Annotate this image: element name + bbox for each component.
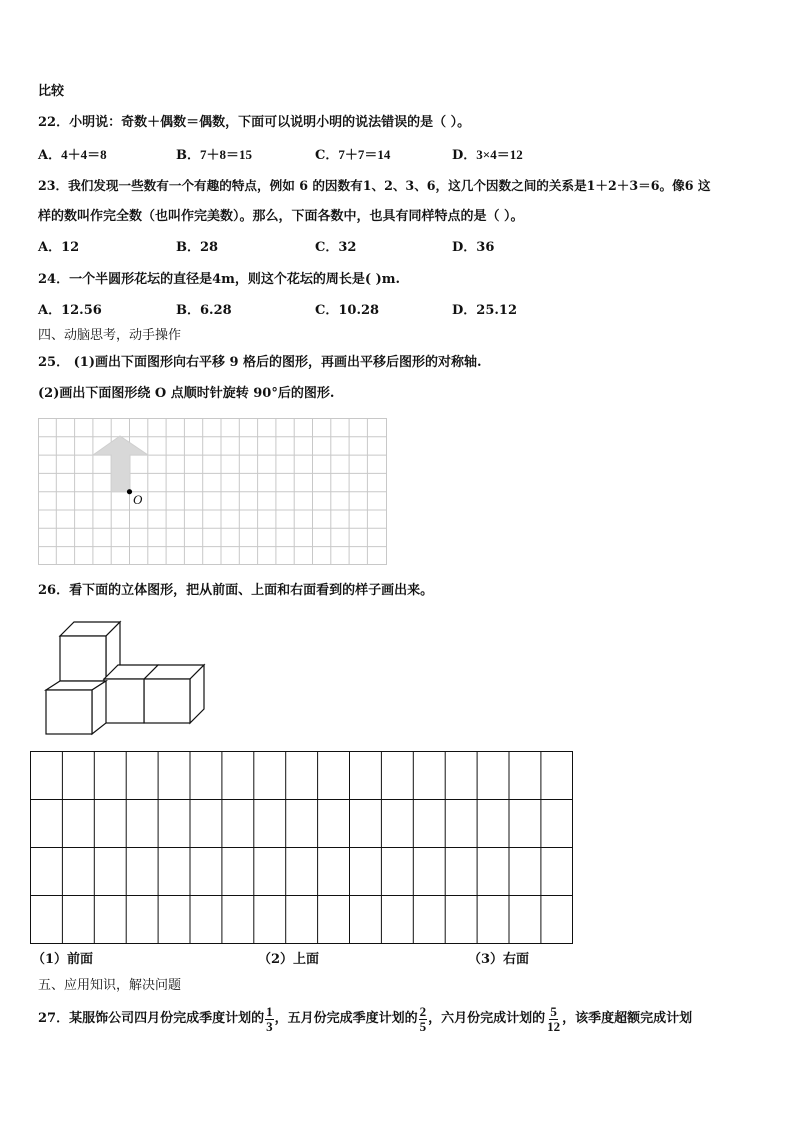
- q27-part2: ，五月份完成季度计划的: [274, 1011, 418, 1026]
- q23-option-c: C．32: [315, 240, 357, 255]
- q27-part1: 27．某服饰公司四月份完成季度计划的: [38, 1011, 265, 1026]
- q23-option-a: A．12: [38, 240, 80, 255]
- q23-option-d: D．36: [452, 240, 495, 255]
- q24-option-c: C．10.28: [315, 303, 380, 318]
- cube-front-face: [104, 679, 144, 723]
- label-right-view: （3）右面: [468, 952, 530, 967]
- section4-title: 四、动脑思考，动手操作: [38, 328, 182, 343]
- section-tail: 比较: [38, 84, 65, 99]
- q27-part4: ，该季度超额完成计划: [562, 1011, 693, 1026]
- q23-stem-line2: 样的数叫作完全数（也叫作完美数）。那么，下面各数中，也具有同样特点的是（ ）。: [38, 209, 524, 224]
- cube-front-face: [144, 679, 190, 723]
- q26-stem: 26．看下面的立体图形，把从前面、上面和右面看到的样子画出来。: [38, 583, 434, 598]
- q22-stem: 22．小明说：奇数＋偶数＝偶数，下面可以说明小明的说法错误的是（ ）。: [38, 115, 471, 130]
- cube-figure: [44, 620, 209, 735]
- point-o-label: O: [133, 492, 143, 507]
- q25-line1: 25． (1)画出下面图形向右平移 9 格后的图形，再画出平移后图形的对称轴.: [38, 355, 482, 370]
- label-front-view: （1）前面: [32, 952, 94, 967]
- q24-stem: 24．一个半圆形花坛的直径是4m，则这个花坛的周长是( )m.: [38, 272, 401, 287]
- q24-option-a: A．12.56: [38, 303, 102, 318]
- q25-grid: [39, 419, 387, 565]
- q22-option-b: B．7＋8＝15: [176, 147, 253, 163]
- q24-option-b: B．6.28: [176, 303, 232, 318]
- answer-grid: [30, 751, 574, 945]
- q25-line2: (2)画出下面图形绕 O 点顺时针旋转 90°后的图形.: [38, 386, 335, 401]
- cube-front-face: [60, 636, 106, 681]
- fraction: $\frac{2}{5}$: [419, 1003, 427, 1034]
- cube-side-face: [92, 681, 106, 734]
- q24-option-d: D．25.12: [452, 303, 517, 318]
- q27-line: [38, 1004, 692, 1034]
- q22-option-d: D．3×4＝12: [452, 147, 523, 163]
- q22-option-a: A．4＋4＝8: [38, 147, 107, 163]
- q27-part3: ，六月份完成计划的: [428, 1011, 546, 1026]
- fraction: $\frac{5}{12}$: [547, 1003, 561, 1034]
- cube-front-face: [46, 690, 92, 734]
- q23-option-b: B．28: [176, 240, 219, 255]
- fraction: $\frac{1}{3}$: [266, 1003, 273, 1034]
- q22-option-c: C．7＋7＝14: [315, 147, 391, 163]
- q25-grid-figure: [38, 418, 388, 566]
- section5-title: 五、应用知识，解决问题: [38, 978, 182, 993]
- label-top-view: （2）上面: [258, 952, 320, 967]
- point-o: [127, 489, 132, 494]
- q23-stem-line1: 23．我们发现一些数有一个有趣的特点，例如 6 的因数有1、2、3、6，这几个因数之间的关系是1＋2＋3＝6。像6 这: [38, 178, 711, 193]
- arrow-shape: [93, 436, 148, 492]
